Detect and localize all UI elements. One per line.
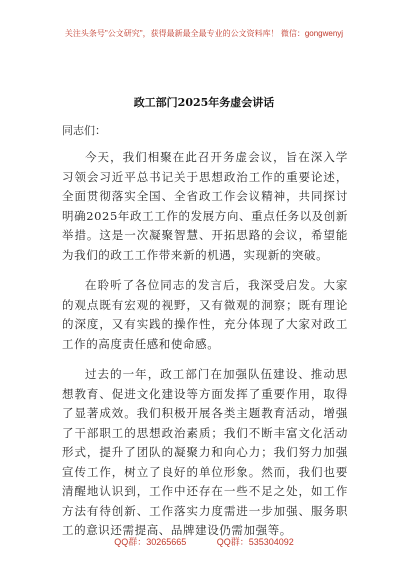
- document-title: 政工部门2025年务虚会讲话: [133, 96, 275, 109]
- document-body: [62, 148, 348, 552]
- paragraph-3: 过去的一年，政工部门在加强队伍建设、推动思想教育、促进文化建设等方面发挥了重要作用，取得了显著成效。我们积极开展各类主题教育活动，增强了干部职工的思想政治素质；我们不断丰富文化活动形式，提升了团队的凝聚力和向心力；我们努力加强宣传工作，树立了良好的单位形象。然而，我们也要清醒地认识到，工作中还存在一些不足之处，如工作方法有待创新、工作落实力度需进一步加强、服务职工的意识还需提高、品牌建设仍需加强等。: [62, 367, 348, 537]
- paragraph-1: 今天，我们相聚在此召开务虚会议，旨在深入学习领会习近平总书记关于思想政治工作的重要论述，全面贯彻落实全国、全省政工作会议精神，共同探讨明确2025年政工工作的发展方向、重点任务以及创新举措。这是一次凝聚智慧、开拓思路的会议，希望能为我们的政工工作带来新的机遇，实现新的突破。: [62, 150, 348, 262]
- qq-group-2: QQ群：535304092: [216, 537, 294, 547]
- footer-contact: [0, 535, 408, 548]
- promo-banner: 关注头条号"公文研究"，获得最新最全最专业的公文资料库！ 微信：gongwenyj: [64, 29, 344, 38]
- qq-group-1: QQ群：30265665: [114, 537, 187, 547]
- salutation: 同志们：: [62, 124, 106, 137]
- paragraph-2: 在聆听了各位同志的发言后，我深受启发。大家的观点既有宏观的视野，又有微观的洞察；既有理论的深度，又有实践的操作性，充分体现了大家对政工工作的高度责任感和使命感。: [62, 278, 348, 351]
